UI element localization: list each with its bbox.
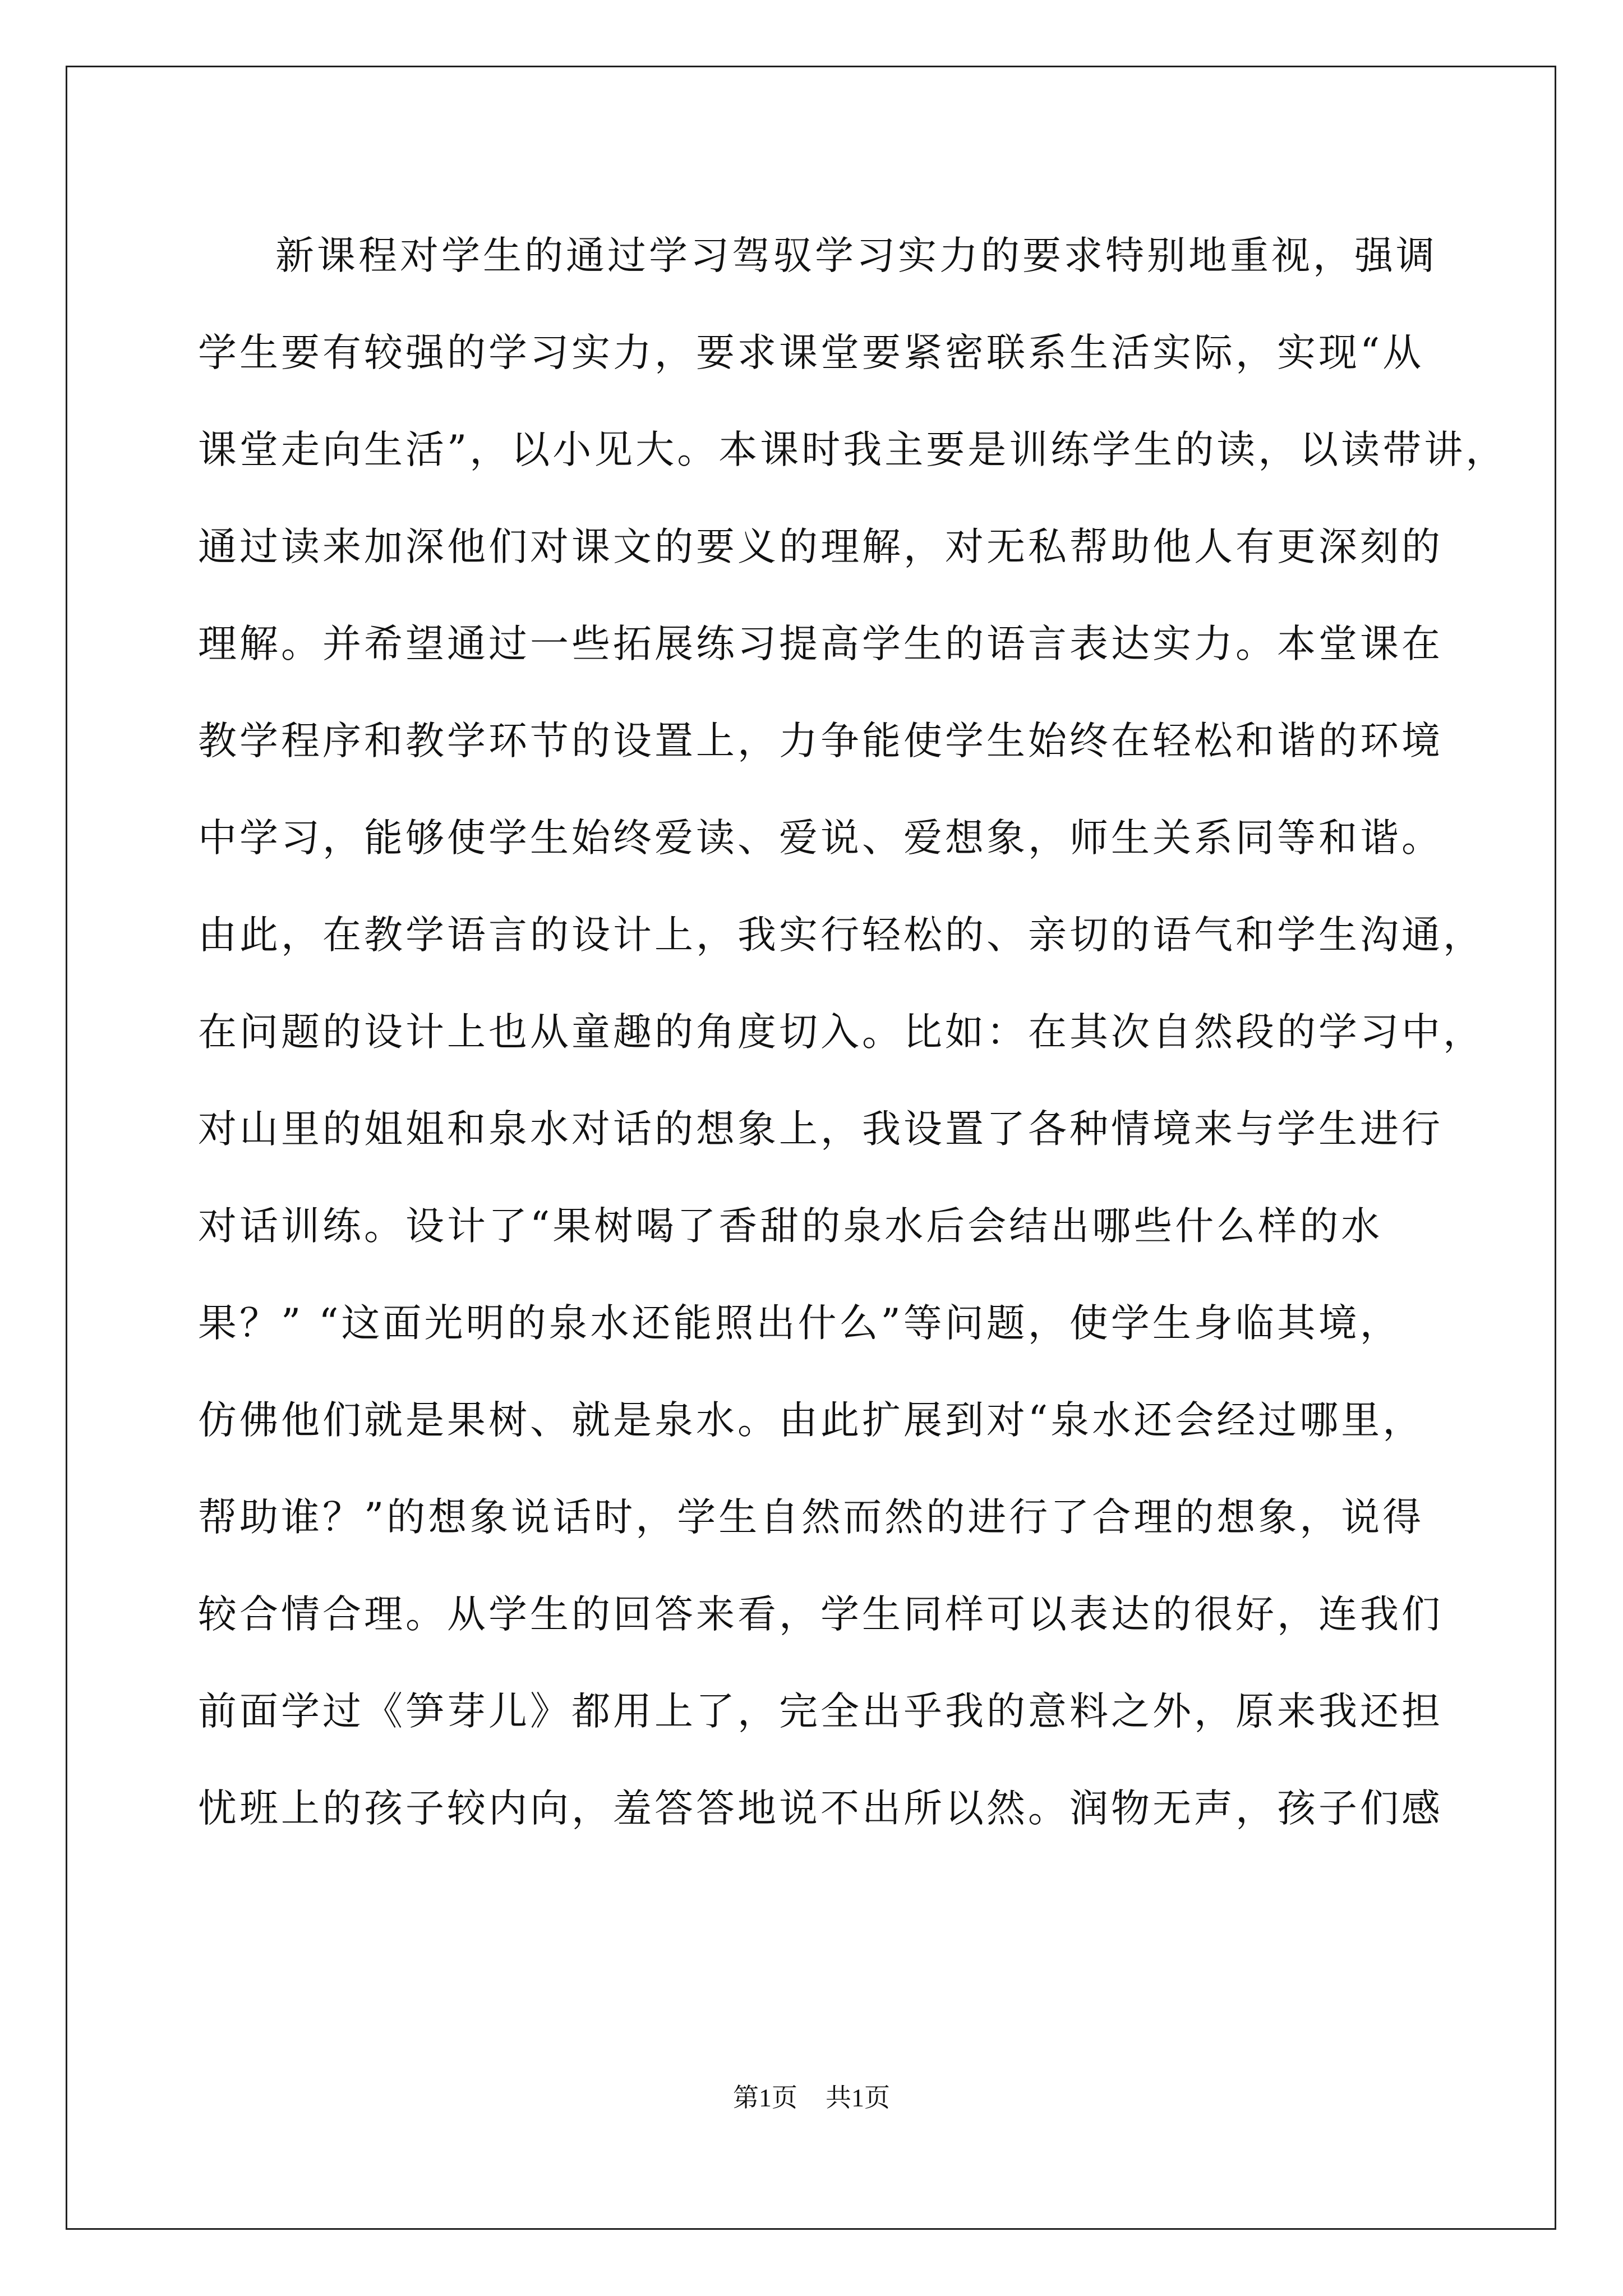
body-line-1: 新课程对学生的通过学习驾驭学习实力的要求特别地重视，强调 (275, 233, 1437, 278)
body-line-5: 理解。并希望通过一些拓展练习提高学生的语言表达实力。本堂课在 (198, 622, 1443, 666)
body-line-10: 对山里的姐姐和泉水对话的想象上，我设置了各种情境来与学生进行 (198, 1107, 1443, 1152)
body-line-4: 通过读来加深他们对课文的要义的理解，对无私帮助他人有更深刻的 (198, 524, 1443, 569)
body-line-11: 对话训练。设计了“果树喝了香甜的泉水后会结出哪些什么样的水 (198, 1204, 1383, 1249)
body-line-17: 忧班上的孩子较内向，羞答答地说不出所以然。润物无声，孩子们感 (198, 1786, 1443, 1831)
body-line-13: 仿佛他们就是果树、就是泉水。由此扩展到对“泉水还会经过哪里， (198, 1398, 1424, 1443)
body-line-9: 在问题的设计上也从童趣的角度切入。比如：在其次自然段的学习中， (198, 1010, 1484, 1055)
total-pages: 共1页 (826, 2083, 890, 2112)
body-line-8: 由此，在教学语言的设计上，我实行轻松的、亲切的语气和学生沟通， (198, 913, 1484, 958)
body-line-7: 中学习，能够使学生始终爱读、爱说、爱想象，师生关系同等和谐。 (198, 816, 1443, 861)
page-number: 第1页 (733, 2083, 797, 2112)
body-line-14: 帮助谁？”的想象说话时，学生自然而然的进行了合理的想象，说得 (198, 1495, 1424, 1540)
body-line-2: 学生要有较强的学习实力，要求课堂要紧密联系生活实际，实现“从 (198, 330, 1424, 375)
body-line-12: 果？” “这面光明的泉水还能照出什么”等问题，使学生身临其境， (198, 1301, 1401, 1346)
document-body (198, 208, 1507, 1857)
body-line-16: 前面学过《笋芽儿》都用上了，完全出乎我的意料之外，原来我还担 (198, 1689, 1443, 1734)
body-line-6: 教学程序和教学环节的设置上，力争能使学生始终在轻松和谐的环境 (198, 719, 1443, 763)
page-footer (0, 2081, 1623, 2115)
body-line-15: 较合情合理。从学生的回答来看，学生同样可以表达的很好，连我们 (198, 1592, 1443, 1637)
body-line-3: 课堂走向生活”，以小见大。本课时我主要是训练学生的读，以读带讲， (198, 427, 1507, 472)
